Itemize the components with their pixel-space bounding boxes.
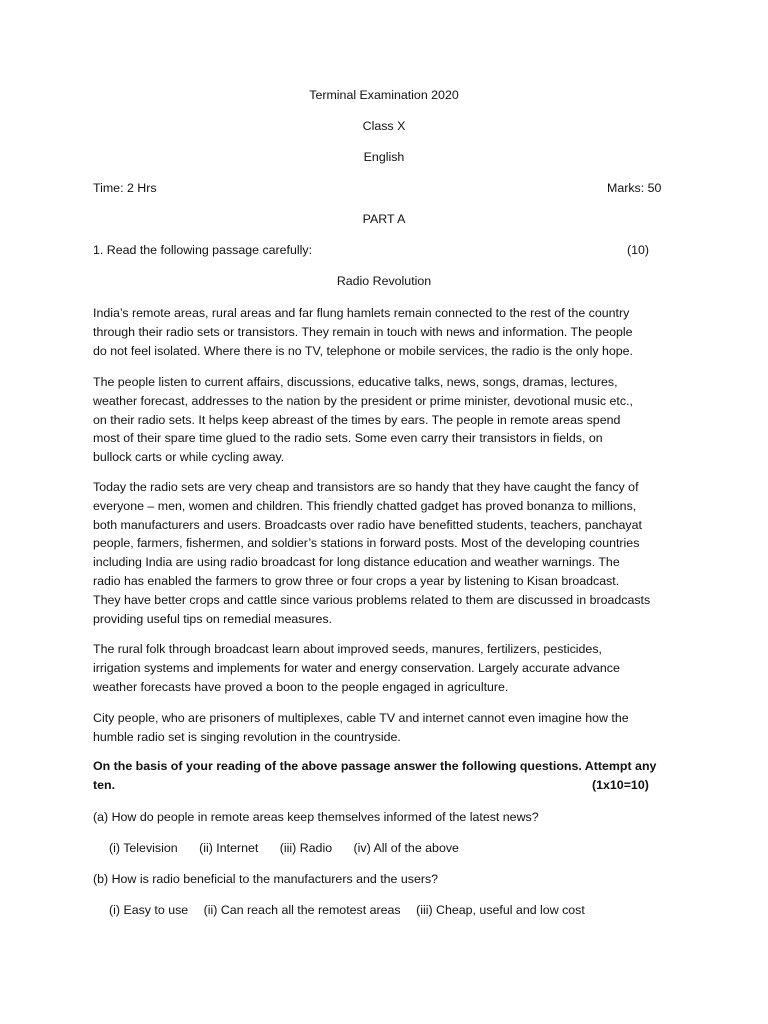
- passage-line: irrigation systems and implements for water and energy conservation. Largely accurate advance: [93, 660, 620, 675]
- exam-title: Terminal Examination 2020: [309, 88, 459, 102]
- question-b-options: [109, 903, 603, 917]
- passage-line: City people, who are prisoners of multiplexes, cable TV and internet cannot even imagine how the: [93, 711, 629, 725]
- q1-instruction: 1. Read the following passage carefully:: [93, 243, 313, 257]
- option-b-ii: (ii) Can reach all the remotest areas: [203, 903, 401, 917]
- passage-line: The rural folk through broadcast learn about improved seeds, manures, fertilizers, pesticides,: [93, 642, 602, 656]
- passage-line: India’s remote areas, rural areas and far flung hamlets remain connected to the rest of the country: [93, 306, 630, 320]
- question-b: (b) How is radio beneficial to the manufacturers and the users?: [93, 872, 439, 886]
- option-a-i: (i) Television: [109, 841, 178, 855]
- passage-line: They have better crops and cattle since various problems related to them are discussed in broadcasts: [93, 592, 651, 607]
- passage-paragraph-3: [93, 478, 683, 628]
- passage-paragraph-4: [93, 640, 683, 696]
- passage-title: Radio Revolution: [336, 274, 432, 288]
- questions-directive-cont: ten.: [93, 778, 116, 792]
- option-b-iii: (iii) Cheap, useful and low cost: [416, 903, 585, 917]
- passage-line: providing useful tips on remedial measures.: [93, 611, 332, 626]
- passage-line: people, farmers, fishermen, and soldier’s stations in forward posts. Most of the developing countries: [93, 536, 640, 551]
- option-a-iv: (iv) All of the above: [353, 841, 459, 855]
- question-a-options: [109, 841, 477, 855]
- passage-line: weather forecasts have proved a boon to the people engaged in agriculture.: [93, 679, 509, 694]
- marks-label: Marks: 50: [607, 181, 662, 195]
- option-b-i: (i) Easy to use: [109, 903, 189, 917]
- passage-line: most of their spare time glued to the radio sets. Some even carry their transistors in fields, on: [93, 431, 603, 446]
- questions-marks: (1x10=10): [592, 778, 649, 792]
- passage-paragraph-2: [93, 373, 683, 467]
- passage-line: both manufacturers and users. Broadcasts over radio have benefitted students, teachers, panchayat: [93, 517, 642, 532]
- part-label: PART A: [362, 212, 406, 226]
- passage-line: weather forecast, addresses to the nation by the president or prime minister, devotional music etc.,: [93, 393, 633, 408]
- passage-line: humble radio set is singing revolution in the countryside.: [93, 729, 401, 744]
- passage-line: radio has enabled the farmers to grow three or four crops a year by listening to Kisan broadcast.: [93, 573, 620, 588]
- option-a-iii: (iii) Radio: [279, 841, 333, 855]
- q1-marks: (10): [627, 243, 650, 257]
- passage-paragraph-5: [93, 709, 683, 747]
- questions-directive: On the basis of your reading of the above passage answer the following questions. Attempt any: [93, 759, 657, 773]
- passage-line: everyone – men, women and children. This friendly chatted gadget has proved bonanza to millions,: [93, 498, 637, 513]
- passage-line: bullock carts or while cycling away.: [93, 450, 285, 465]
- subject-label: English: [363, 150, 405, 164]
- option-a-ii: (ii) Internet: [199, 841, 259, 855]
- passage-paragraph-1: [93, 304, 683, 360]
- passage-line: The people listen to current affairs, discussions, educative talks, news, songs, dramas, lectures,: [93, 375, 618, 389]
- passage-line: do not feel isolated. Where there is no TV, telephone or mobile services, the radio is the only hope.: [93, 343, 634, 358]
- passage-line: on their radio sets. It helps keep abreast of the times by ears. The people in remote areas spend: [93, 412, 621, 427]
- question-a: (a) How do people in remote areas keep themselves informed of the latest news?: [93, 810, 539, 824]
- passage-line: Today the radio sets are very cheap and transistors are so handy that they have caught the fancy of: [93, 480, 639, 494]
- passage-line: through their radio sets or transistors. They remain in touch with news and information. The people: [93, 324, 633, 339]
- time-label: Time: 2 Hrs: [93, 181, 157, 195]
- passage-line: including India are using radio broadcast for long distance education and weather warnings. The: [93, 555, 620, 570]
- class-label: Class X: [362, 119, 406, 133]
